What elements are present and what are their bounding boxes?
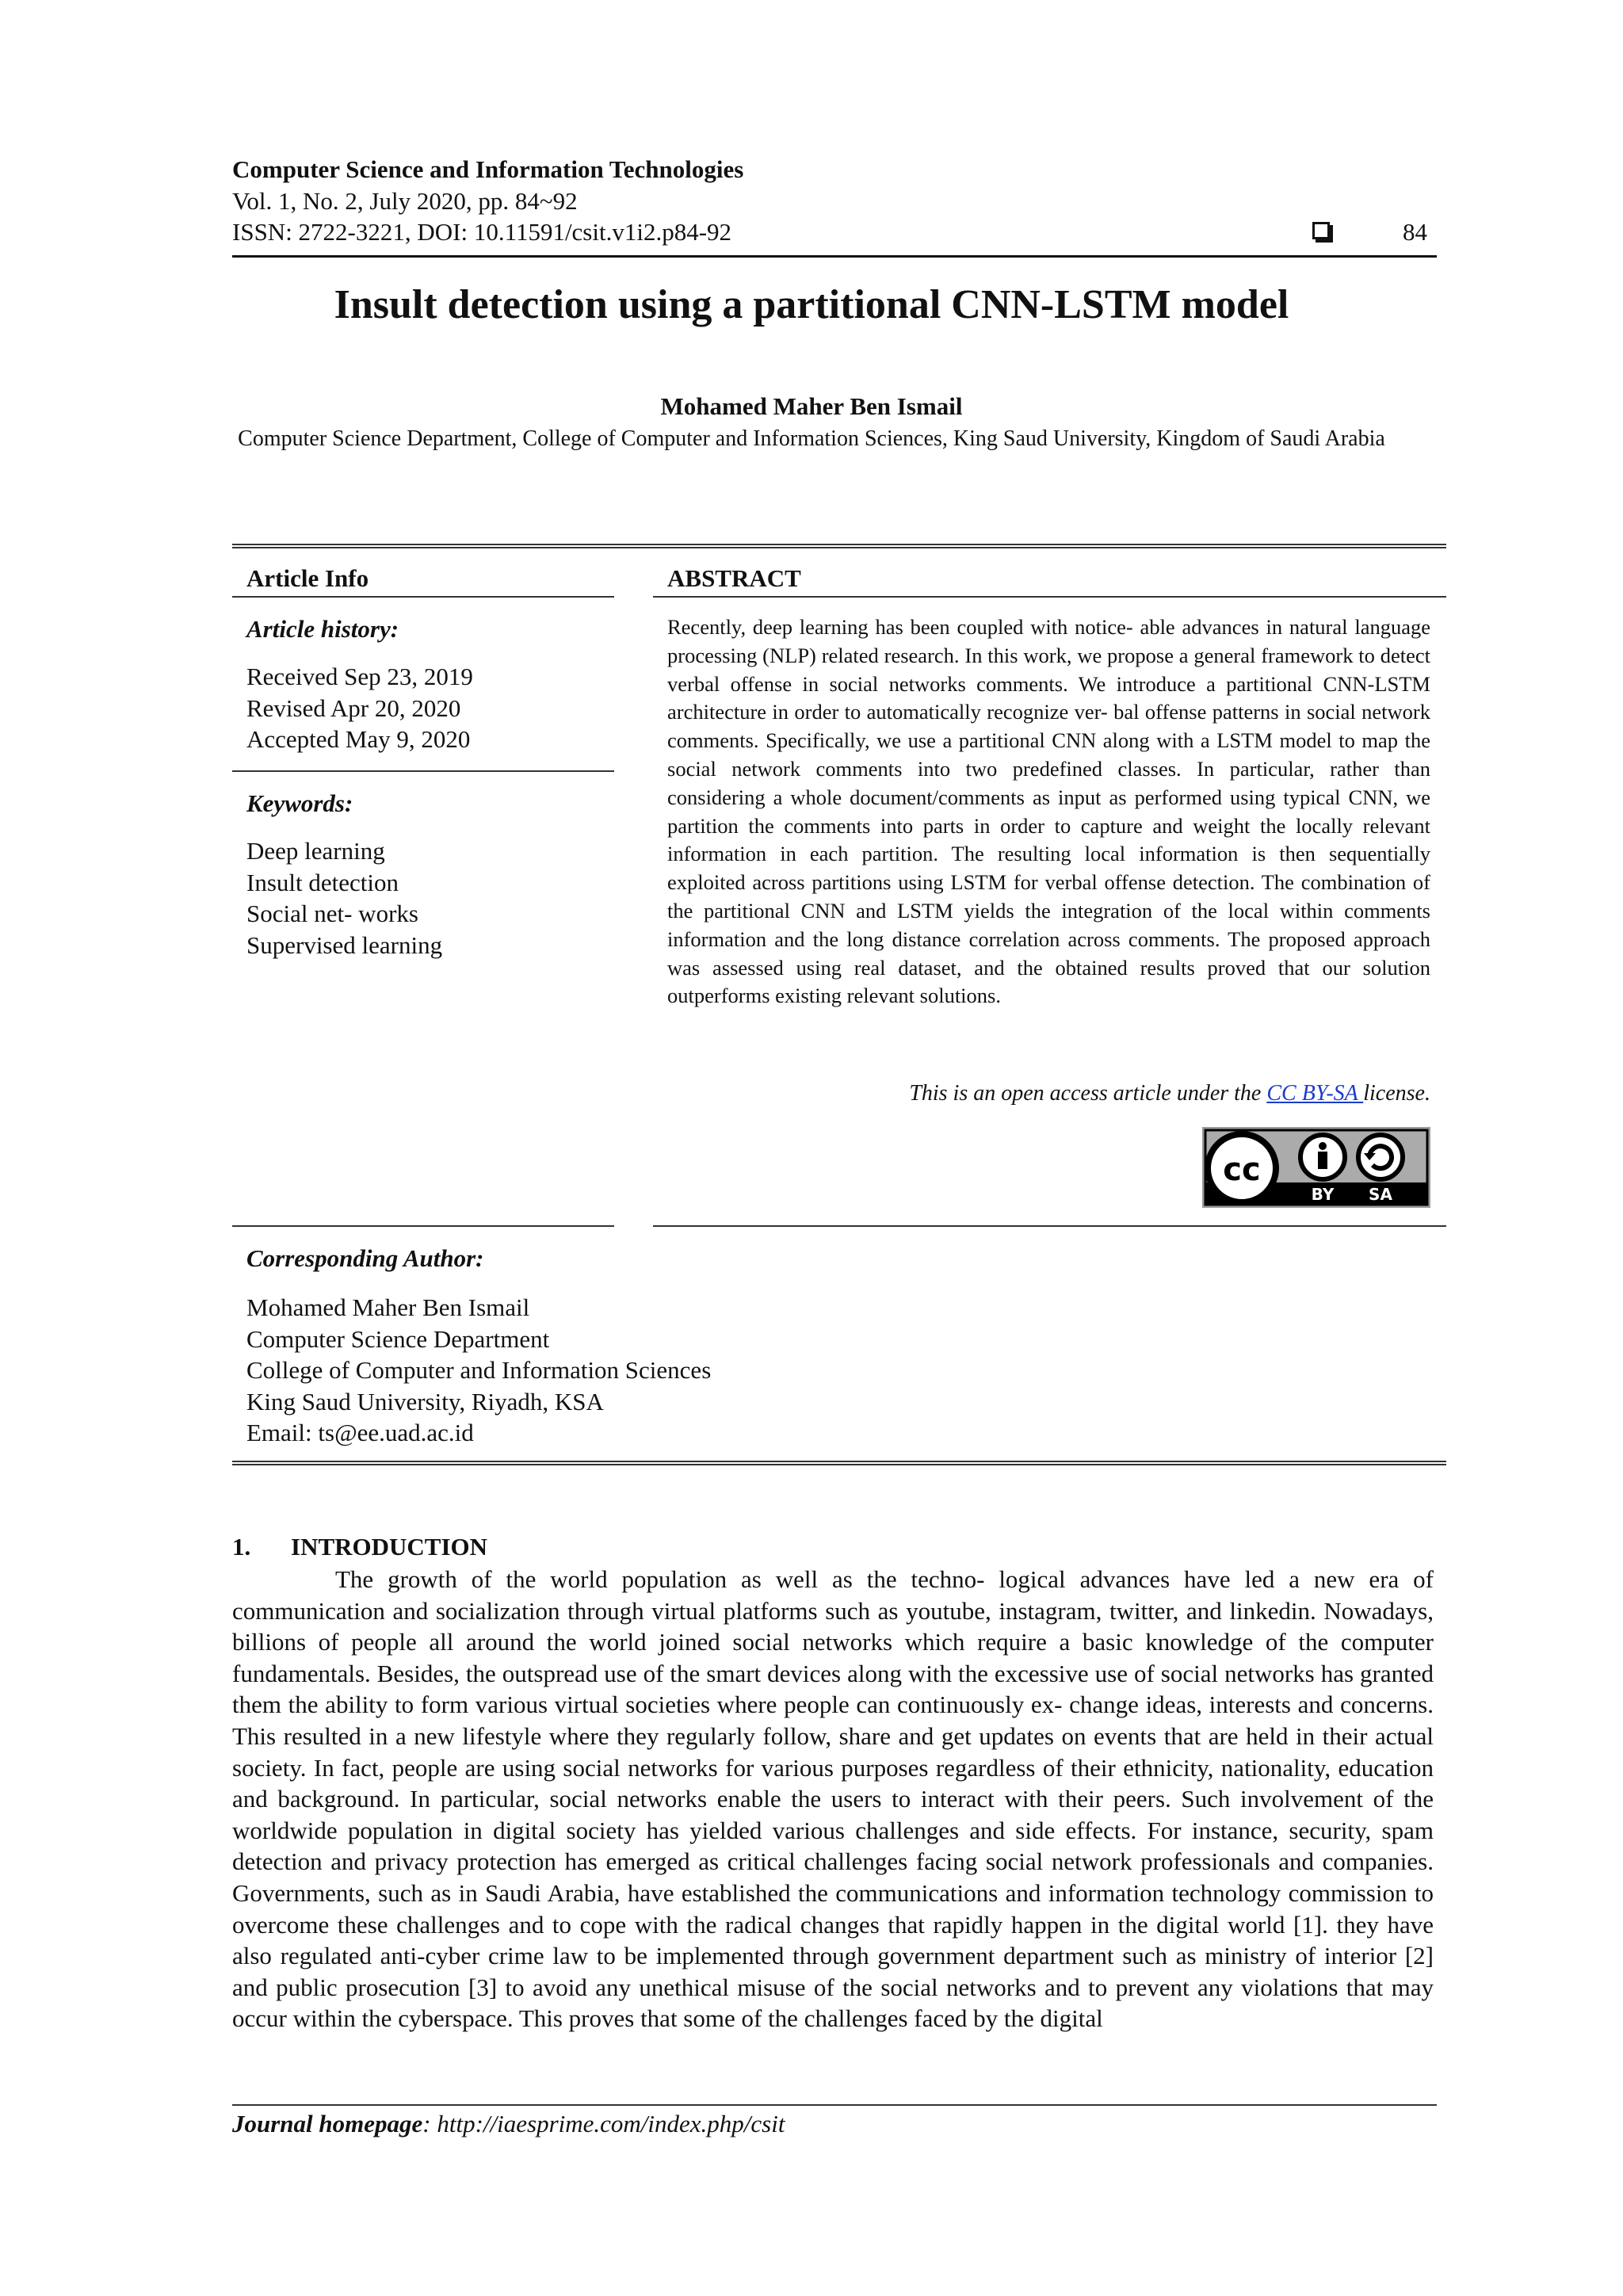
square-bullet-icon — [1312, 222, 1330, 239]
article-info-bottom-rule — [232, 1225, 614, 1227]
journal-name: Computer Science and Information Technologies — [232, 155, 744, 183]
ca-name: Mohamed Maher Ben Ismail — [246, 1293, 530, 1321]
section-title: INTRODUCTION — [291, 1533, 488, 1561]
corresponding-author-heading: Corresponding Author: — [246, 1244, 484, 1272]
share-alike-icon — [1358, 1135, 1403, 1179]
footer-divider — [232, 2104, 1437, 2106]
corresponding-author-details — [246, 1292, 711, 1449]
history-divider — [232, 770, 614, 772]
keyword-item: Deep learning — [246, 837, 385, 865]
ca-email: Email: ts@ee.uad.ac.id — [246, 1419, 474, 1446]
abstract-underline — [653, 596, 1446, 598]
author-affiliation: Computer Science Department, College of Computer and Information Sciences, King Saud University, Kingdom of Saudi Arabia — [238, 426, 1385, 451]
license-prefix: This is an open access article under the — [909, 1081, 1267, 1106]
cc-by-sa-badge-icon[interactable] — [1202, 1127, 1430, 1208]
svg-text:cc: cc — [1223, 1152, 1261, 1188]
badge-label-sa: SA — [1369, 1185, 1392, 1204]
abstract-bottom-rule — [653, 1225, 1446, 1227]
history-received: Received Sep 23, 2019 — [246, 663, 473, 690]
page-number: 84 — [1403, 218, 1427, 246]
badge-label-by: BY — [1311, 1185, 1335, 1204]
header-divider — [232, 255, 1437, 258]
author-name: Mohamed Maher Ben Ismail — [660, 392, 963, 420]
introduction-paragraph: The growth of the world population as well as the techno- logical advances have led a new era of communication and socialization through virtual platforms such as youtube, instagram, twitter, and linkedin. Nowadays, billions of people all around the world joined social networks which require a basic knowledge of the computer fundamentals. Besides, the outspread use of the smart devices along with the excessive use of social networks has granted them the ability to form various virtual societies where people can continuously ex- change ideas, interests and concerns. This resulted in a new lifestyle where they regularly follow, share and get updates on events that are held in their actual society. In fact, people are using social networks for various purposes regardless of their ethnicity, nationality, education and background. In particular, social networks enable the users to interact with their peers. Such involvement of the worldwide population in digital society has yielded various challenges and side effects. For instance, security, spam detection and privacy protection has emerged as critical challenges facing social network professionals and companies. Governments, such as in Saudi Arabia, have established the communications and information technology commission to overcome these challenges and to cope with the radical changes that rapidly happen in the digital world [1]. they have also regulated anti-cyber crime law to be implemented through government department such as ministry of interior [2] and public prosecution [3] to avoid any unethical misuse of the social networks and to prevent any violations that may occur within the cyberspace. This proves that some of the challenges faced by the digital — [232, 1565, 1434, 2033]
footer-label: Journal homepage — [232, 2110, 423, 2137]
license-suffix: license. — [1363, 1081, 1430, 1106]
abstract-heading: ABSTRACT — [667, 564, 801, 592]
info-box-bottom-rule — [232, 1461, 1446, 1465]
keywords-list — [246, 835, 442, 961]
section-number: 1. — [232, 1533, 251, 1561]
history-accepted: Accepted May 9, 2020 — [246, 725, 471, 753]
license-notice — [667, 1081, 1430, 1106]
article-info-heading: Article Info — [246, 564, 369, 592]
ca-university: King Saud University, Riyadh, KSA — [246, 1387, 604, 1415]
footer-url[interactable]: : http://iaesprime.com/index.php/csit — [422, 2110, 785, 2137]
issn-doi: ISSN: 2722-3221, DOI: 10.11591/csit.v1i2.p84-92 — [232, 218, 732, 246]
ca-department: Computer Science Department — [246, 1324, 550, 1353]
ca-college: College of Computer and Information Sciences — [246, 1356, 712, 1384]
history-revised: Revised Apr 20, 2020 — [246, 693, 461, 722]
keyword-item: Insult detection — [246, 868, 399, 896]
section-heading-introduction — [232, 1533, 487, 1561]
keyword-item: Social net- works — [246, 900, 418, 927]
keywords-heading: Keywords: — [246, 789, 353, 817]
journal-homepage — [232, 2110, 785, 2138]
info-box-top-rule — [232, 544, 1446, 548]
article-info-underline — [232, 596, 614, 598]
abstract-text: Recently, deep learning has been coupled with notice- able advances in natural language processing (NLP) related research. In this work, we propose a general framework to detect verbal offense in social networks comments. We introduce a partitional CNN-LSTM architecture in order to automatically recognize ver- bal offense patterns in social network comments. Specifically, we use a partitional CNN along with a LSTM model to map the social network comments into two predefined classes. In particular, rather than considering a whole document/comments as input as performed using typical CNN, we partition the comments into parts in order to capture and weight the locally relevant information in each partition. The resulting local information is then sequentially exploited across partitions using LSTM for verbal offense detection. The combination of the partitional CNN and LSTM yields the integration of the local within comments information and the long distance correlation across comments. The proposed approach was assessed using real dataset, and the obtained results proved that our solution outperforms existing relevant solutions. — [667, 615, 1430, 1008]
paper-title: Insult detection using a partitional CNN-LSTM model — [334, 282, 1289, 327]
volume-info: Vol. 1, No. 2, July 2020, pp. 84~92 — [232, 187, 578, 215]
license-link[interactable]: CC BY-SA — [1266, 1081, 1364, 1106]
history-heading: Article history: — [246, 615, 399, 643]
history-list — [246, 661, 473, 755]
keyword-item: Supervised learning — [246, 930, 443, 959]
